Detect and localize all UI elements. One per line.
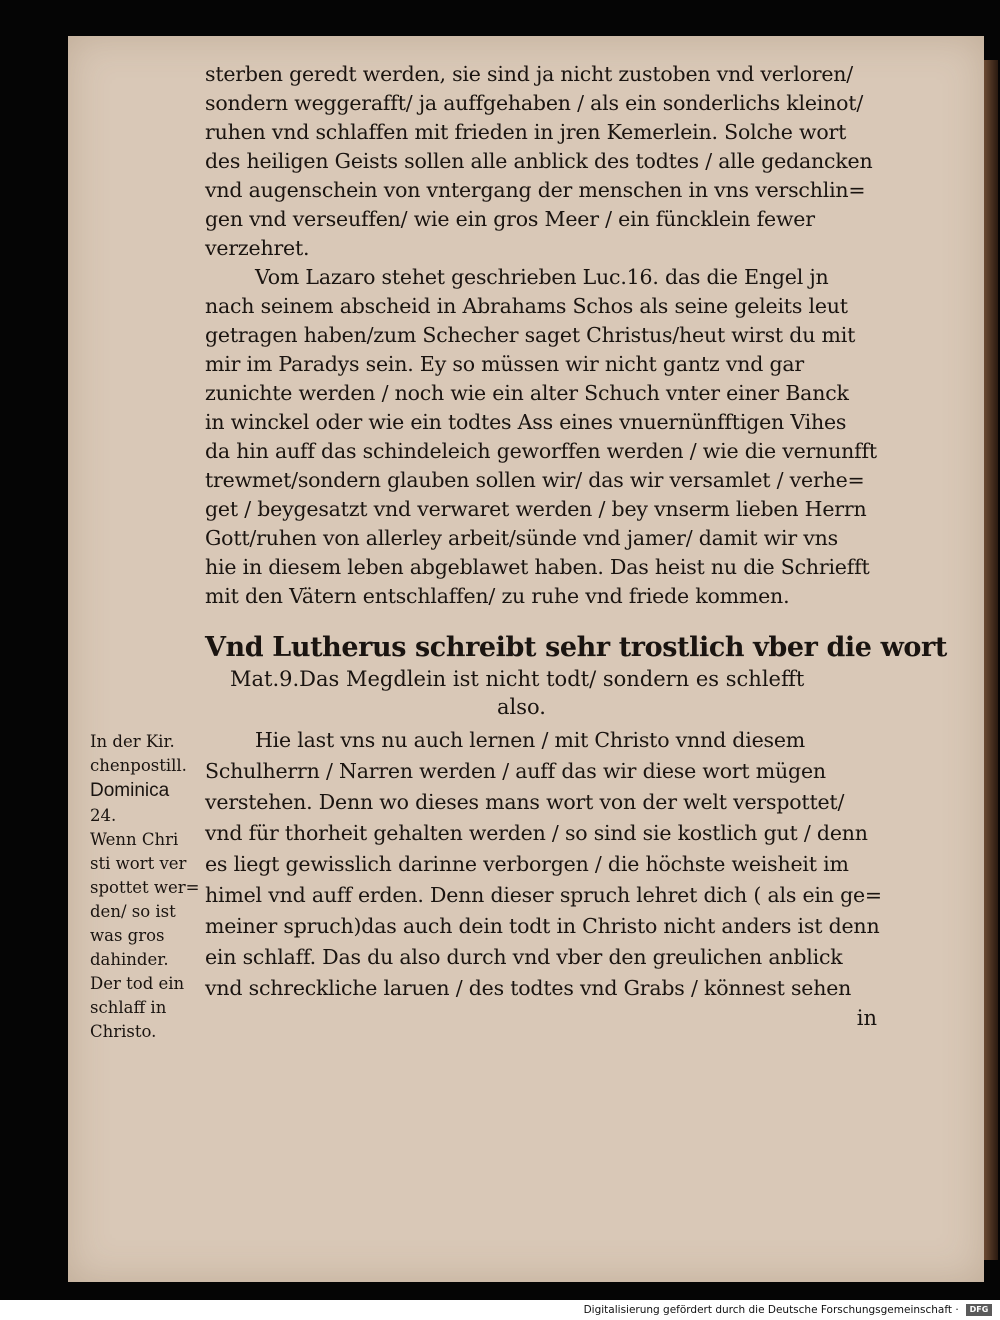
text-line: vnd augenschein von vntergang der menschen in vns verschlin= [205, 178, 866, 202]
text-line: getragen haben/zum Schecher saget Christus/heut wirst du mit [205, 323, 856, 347]
text-line: Hie last vns nu auch lernen / mit Christo vnnd diesem [255, 728, 806, 752]
heading-line: also. [497, 695, 546, 719]
main-text [205, 60, 947, 1032]
margin-note-line: Dominica [90, 780, 170, 801]
dfg-logo-icon: DFG [966, 1304, 992, 1316]
section-heading [205, 631, 947, 721]
text-line: mit den Vätern entschlaffen/ zu ruhe vnd friede kommen. [205, 584, 790, 608]
paragraph-2 [205, 263, 885, 611]
text-line: ein schlaff. Das du also durch vnd vber den greulichen anblick [205, 945, 843, 969]
page-edge [984, 60, 998, 1260]
text-line: Vom Lazaro stehet geschrieben Luc.16. das die Engel jn [255, 265, 829, 289]
digitization-footer [0, 1300, 1000, 1320]
text-line: da hin auff das schindeleich geworffen werden / wie die vernunfft [205, 439, 877, 463]
text-line: gen vnd verseuffen/ wie ein gros Meer / ein füncklein fewer [205, 207, 815, 231]
text-line: zunichte werden / noch wie ein alter Schuch vnter einer Banck [205, 381, 849, 405]
text-line: sondern weggerafft/ ja auffgehaben / als ein sonderlichs kleinot/ [205, 91, 864, 115]
text-line: meiner spruch)das auch dein todt in Christo nicht anders ist denn [205, 914, 880, 938]
margin-note-line: 24. [90, 806, 117, 825]
text-line: des heiligen Geists sollen alle anblick des todtes / alle gedancken [205, 149, 873, 173]
text-line: himel vnd auff erden. Denn dieser spruch lehret dich ( als ein ge= [205, 883, 882, 907]
text-line: vnd schreckliche laruen / des todtes vnd Grabs / könnest sehen [205, 976, 852, 1000]
text-line: verzehret. [205, 236, 310, 260]
heading-line: Vnd Lutherus schreibt sehr trostlich vber die wort [205, 632, 947, 663]
text-line: in winckel oder wie ein todtes Ass eines vnuernünfftigen Vihes [205, 410, 847, 434]
text-line: sterben geredt werden, sie sind ja nicht zustoben vnd verloren/ [205, 62, 853, 86]
margin-note-line: dahinder. [90, 950, 169, 969]
margin-note-line: In der Kir. [90, 732, 175, 751]
heading-line: Mat.9.Das Megdlein ist nicht todt/ sondern es schlefft [230, 667, 805, 691]
footer-credit-text: Digitalisierung gefördert durch die Deutsche Forschungsgemeinschaft · [583, 1304, 959, 1316]
text-line: trewmet/sondern glauben sollen wir/ das wir versamlet / verhe= [205, 468, 865, 492]
catchword: in [856, 1006, 877, 1030]
margin-note-line: Der tod ein [90, 974, 185, 993]
text-line: verstehen. Denn wo dieses mans wort von der welt verspottet/ [205, 790, 845, 814]
text-line: vnd für thorheit gehalten werden / so sind sie kostlich gut / denn [205, 821, 868, 845]
margin-note-line: Wenn Chri [90, 830, 179, 849]
margin-note-line: chenpostill. [90, 756, 187, 775]
margin-note-line: schlaff in [90, 998, 167, 1017]
margin-note-line: den/ so ist [90, 902, 176, 921]
text-line: ruhen vnd schlaffen mit frieden in jren Kemerlein. Solche wort [205, 120, 847, 144]
text-line: es liegt gewisslich darinne verborgen / die höchste weisheit im [205, 852, 849, 876]
text-line: Gott/ruhen von allerley arbeit/sünde vnd jamer/ damit wir vns [205, 526, 838, 550]
margin-note-line: was gros [90, 926, 165, 945]
text-line: Schulherrn / Narren werden / auff das wir diese wort mügen [205, 759, 826, 783]
margin-note-line: spottet wer= [90, 878, 200, 897]
text-line: hie in diesem leben abgeblawet haben. Das heist nu die Schriefft [205, 555, 870, 579]
paragraph-1 [205, 60, 885, 263]
margin-note-line: sti wort ver [90, 854, 187, 873]
marginal-notes [90, 730, 200, 1044]
margin-note-line: Christo. [90, 1022, 157, 1041]
text-line: get / beygesatzt vnd verwaret werden / bey vnserm lieben Herrn [205, 497, 867, 521]
text-line: mir im Paradys sein. Ey so müssen wir nicht gantz vnd gar [205, 352, 804, 376]
paragraph-3 [205, 725, 885, 1004]
text-line: nach seinem abscheid in Abrahams Schos als seine geleits leut [205, 294, 848, 318]
